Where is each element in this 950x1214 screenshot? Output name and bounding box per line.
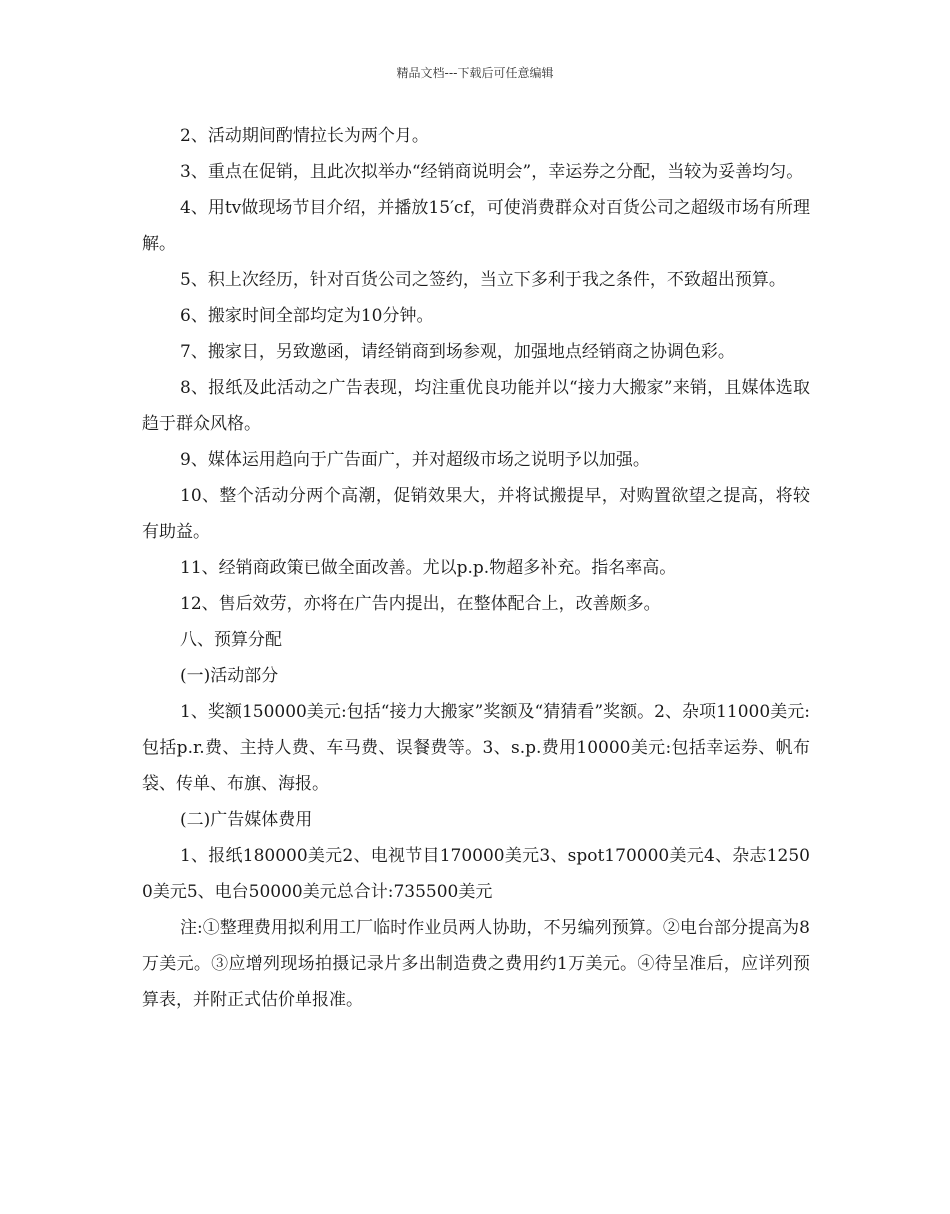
paragraph-item-10: 10、整个活动分两个高潮，促销效果大，并将试搬提早，对购置欲望之提高，将较有助益。 bbox=[142, 486, 810, 542]
paragraph-media-budget: 1、报纸180000美元2、电视节目170000美元3、spot170000美元4、杂志12500美元5、电台50000美元总合计:735500美元 bbox=[142, 846, 810, 902]
paragraph-item-12: 12、售后效劳，亦将在广告内提出，在整体配合上，改善颇多。 bbox=[180, 594, 661, 614]
subsection-heading-activity: (一)活动部分 bbox=[180, 666, 279, 686]
paragraph-item-8: 8、报纸及此活动之广告表现，均注重优良功能并以“接力大搬家”来销，且媒体选取趋于群众风格。 bbox=[142, 378, 810, 434]
paragraph-notes: 注:①整理费用拟利用工厂临时作业员两人协助，不另编列预算。②电台部分提高为8万美元。③应增列现场拍摄记录片多出制造费之费用约1万美元。④待呈准后，应详列预算表，并附正式估价单报准。 bbox=[142, 918, 810, 1010]
page-header: 精品文档---下载后可任意编辑 bbox=[396, 66, 554, 80]
document-body bbox=[142, 118, 810, 1018]
paragraph-item-5: 5、积上次经历，针对百货公司之签约，当立下多利于我之条件，不致超出预算。 bbox=[180, 270, 786, 290]
paragraph-item-3: 3、重点在促销，且此次拟举办“经销商说明会”，幸运券之分配，当较为妥善均匀。 bbox=[180, 162, 804, 182]
paragraph-item-9: 9、媒体运用趋向于广告面广，并对超级市场之说明予以加强。 bbox=[180, 450, 650, 470]
section-heading-budget: 八、预算分配 bbox=[180, 630, 282, 650]
paragraph-activity-budget: 1、奖额150000美元:包括“接力大搬家”奖额及“猜猜看”奖额。2、杂项11000美元:包括p.r.费、主持人费、车马费、误餐费等。3、s.p.费用10000美元:包括幸运券、帆布袋、传单、布旗、海报。 bbox=[142, 702, 810, 794]
paragraph-item-7: 7、搬家日，另致邀函，请经销商到场参观，加强地点经销商之协调色彩。 bbox=[180, 342, 735, 362]
paragraph-item-11: 11、经销商政策已做全面改善。尤以p.p.物超多补充。指名率高。 bbox=[180, 558, 677, 578]
subsection-heading-media: (二)广告媒体费用 bbox=[180, 810, 313, 830]
paragraph-item-6: 6、搬家时间全部均定为10分钟。 bbox=[180, 306, 434, 326]
paragraph-item-2: 2、活动期间酌情拉长为两个月。 bbox=[180, 126, 429, 146]
paragraph-item-4: 4、用tv做现场节目介绍，并播放15′cf，可使消费群众对百货公司之超级市场有所理解。 bbox=[142, 198, 810, 254]
